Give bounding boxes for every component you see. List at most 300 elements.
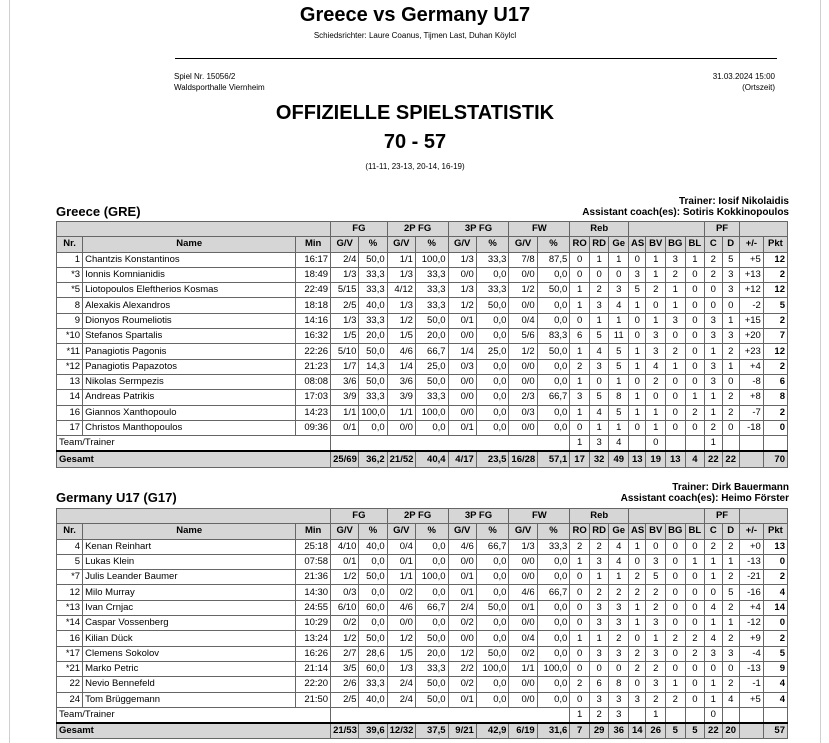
ft-pct: 0,0	[537, 570, 570, 585]
fg-pct: 0,0	[359, 554, 387, 569]
fg-pct: 0,0	[359, 616, 387, 631]
fouls-committed: 1	[705, 677, 722, 692]
plus-minus: -8	[739, 374, 763, 389]
player-name: Alexakis Alexandros	[83, 298, 296, 313]
3p-pct: 0,0	[476, 405, 509, 420]
turnovers-total: 19	[646, 451, 666, 467]
fg-pct: 50,0	[359, 374, 387, 389]
blocks: 0	[685, 420, 705, 435]
player-row	[57, 677, 788, 692]
plus-minus: -16	[739, 585, 763, 600]
turnovers: 3	[646, 677, 666, 692]
2p-total: 21/52	[387, 451, 415, 467]
off-rebounds-total: 7	[570, 723, 590, 739]
blank-cell	[763, 436, 787, 452]
2p-made-attempted: 0/2	[387, 585, 415, 600]
fouls-drawn-total: 20	[722, 723, 739, 739]
blocks: 1	[685, 554, 705, 569]
plus-minus: +12	[739, 283, 763, 298]
player-row	[57, 692, 788, 707]
blocks: 2	[685, 405, 705, 420]
blocks: 0	[685, 283, 705, 298]
points: 8	[763, 390, 787, 405]
player-number: *21	[57, 661, 83, 676]
minutes: 18:18	[296, 298, 331, 313]
minutes: 14:16	[296, 313, 331, 328]
player-number: *3	[57, 267, 83, 282]
fg-made-attempted: 1/1	[331, 405, 359, 420]
ft-pct-total: 31,6	[537, 723, 570, 739]
turnovers: 2	[646, 283, 666, 298]
ft-pct: 0,0	[537, 313, 570, 328]
minutes: 16:32	[296, 329, 331, 344]
header-gv: G/V	[331, 524, 359, 539]
player-number: 5	[57, 554, 83, 569]
fouls-drawn: 1	[722, 616, 739, 631]
turnovers: 0	[646, 539, 666, 554]
def-rebounds: 1	[589, 420, 609, 435]
3p-pct: 100,0	[476, 661, 509, 676]
player-number: *14	[57, 616, 83, 631]
2p-pct: 0,0	[415, 539, 448, 554]
ft-pct: 0,0	[537, 554, 570, 569]
fg-made-attempted: 0/3	[331, 585, 359, 600]
2p-pct: 33,3	[415, 390, 448, 405]
points-total: 70	[763, 451, 787, 467]
ft-pct: 0,0	[537, 298, 570, 313]
player-name: Kilian Dück	[83, 631, 296, 646]
team-name-away: Germany U17 (G17)	[56, 490, 177, 505]
assists: 1	[629, 359, 646, 374]
turnovers: 2	[646, 374, 666, 389]
3p-pct: 0,0	[476, 554, 509, 569]
player-name: Liotopoulos Eleftherios Kosmas	[83, 283, 296, 298]
points: 12	[763, 252, 787, 267]
player-name: Andreas Patrikis	[83, 390, 296, 405]
2p-made-attempted: 1/5	[387, 646, 415, 661]
minutes: 17:03	[296, 390, 331, 405]
total-rebounds: 5	[609, 344, 629, 359]
header-pct: %	[415, 237, 448, 252]
header-pct: %	[537, 524, 570, 539]
header-ro: RO	[570, 237, 590, 252]
header-bl: BL	[685, 237, 705, 252]
ft-pct: 83,3	[537, 329, 570, 344]
blocks: 0	[685, 692, 705, 707]
ft-made-attempted: 5/6	[509, 329, 537, 344]
fg-pct: 50,0	[359, 631, 387, 646]
fg-made-attempted: 1/3	[331, 313, 359, 328]
plus-minus: +13	[739, 267, 763, 282]
player-name: Ivan Crnjac	[83, 600, 296, 615]
assists: 1	[629, 344, 646, 359]
venue: Waldsporthalle Viernheim	[174, 83, 265, 92]
3p-pct: 0,0	[476, 313, 509, 328]
3p-pct: 0,0	[476, 570, 509, 585]
plus-minus: +4	[739, 359, 763, 374]
points-total: 57	[763, 723, 787, 739]
blocks: 0	[685, 661, 705, 676]
turnovers: 3	[646, 344, 666, 359]
def-rebounds: 0	[589, 661, 609, 676]
header-group_reb: Reb	[570, 222, 629, 237]
minutes: 22:26	[296, 344, 331, 359]
player-number: 12	[57, 585, 83, 600]
fouls-committed: 1	[705, 554, 722, 569]
assists: 5	[629, 283, 646, 298]
header-gv: G/V	[331, 237, 359, 252]
assists: 2	[629, 661, 646, 676]
assistant-coach-home: Assistant coach(es): Sotiris Kokkinopoulos	[582, 207, 789, 218]
2p-pct: 20,0	[415, 329, 448, 344]
assists: 0	[629, 329, 646, 344]
player-name: Lukas Klein	[83, 554, 296, 569]
team-trainer-label: Team/Trainer	[57, 436, 331, 452]
total-row	[57, 723, 788, 739]
player-row	[57, 600, 788, 615]
3p-pct: 25,0	[476, 344, 509, 359]
def-rebounds: 2	[589, 539, 609, 554]
2p-made-attempted: 1/1	[387, 405, 415, 420]
minutes: 22:20	[296, 677, 331, 692]
total-rebounds: 5	[609, 359, 629, 374]
off-rebounds: 0	[570, 661, 590, 676]
turnovers: 3	[646, 554, 666, 569]
2p-pct: 25,0	[415, 359, 448, 374]
total-label: Gesamt	[57, 723, 331, 739]
3p-pct: 33,3	[476, 283, 509, 298]
turnovers: 2	[646, 661, 666, 676]
assists: 2	[629, 646, 646, 661]
header-as: AS	[629, 237, 646, 252]
steals: 0	[666, 554, 686, 569]
header-ge: Ge	[609, 524, 629, 539]
def-rebounds: 2	[589, 283, 609, 298]
total-rebounds: 0	[609, 267, 629, 282]
fouls-committed: 0	[705, 585, 722, 600]
3p-pct: 50,0	[476, 600, 509, 615]
fouls-drawn: 0	[722, 374, 739, 389]
steals: 2	[666, 692, 686, 707]
plus-minus: -2	[739, 298, 763, 313]
header-nr: Nr.	[57, 524, 83, 539]
def-rebounds: 5	[589, 390, 609, 405]
assistant-coach-away: Assistant coach(es): Heimo Förster	[620, 493, 789, 504]
fg-pct: 40,0	[359, 692, 387, 707]
off-rebounds: 1	[570, 554, 590, 569]
ft-made-attempted: 0/3	[509, 405, 537, 420]
header-group_fg: FG	[331, 509, 388, 524]
3p-made-attempted: 0/0	[448, 329, 476, 344]
blocks: 0	[685, 585, 705, 600]
2p-total: 12/32	[387, 723, 415, 739]
player-row	[57, 283, 788, 298]
steals: 0	[666, 616, 686, 631]
def-rebounds: 1	[589, 631, 609, 646]
def-rebounds: 4	[589, 344, 609, 359]
fouls-committed: 3	[705, 359, 722, 374]
ft-pct: 87,5	[537, 252, 570, 267]
player-row	[57, 585, 788, 600]
fg-pct: 40,0	[359, 539, 387, 554]
player-name: Nikolas Sermpezis	[83, 374, 296, 389]
plus-minus: -1	[739, 677, 763, 692]
header-gv: G/V	[448, 524, 476, 539]
def-rebounds: 1	[589, 252, 609, 267]
total-rebounds: 8	[609, 677, 629, 692]
player-name: Dionyos Roumeliotis	[83, 313, 296, 328]
ft-pct-total: 57,1	[537, 451, 570, 467]
fouls-drawn: 5	[722, 252, 739, 267]
2p-made-attempted: 1/1	[387, 570, 415, 585]
assists: 3	[629, 267, 646, 282]
header-group_fg: FG	[331, 222, 388, 237]
blank-cell	[685, 707, 705, 723]
player-row	[57, 298, 788, 313]
3p-pct: 0,0	[476, 631, 509, 646]
header-gv: G/V	[387, 524, 415, 539]
2p-pct: 50,0	[415, 677, 448, 692]
player-name: Ionnis Komnianidis	[83, 267, 296, 282]
header-group-row	[57, 509, 788, 524]
team-total-rebounds: 4	[609, 436, 629, 452]
header-blank	[57, 509, 331, 524]
trainer-home: Trainer: Iosif Nikolaidis	[678, 196, 789, 207]
total-rebounds: 3	[609, 283, 629, 298]
blocks: 2	[685, 646, 705, 661]
player-row	[57, 539, 788, 554]
blocks: 0	[685, 374, 705, 389]
fouls-drawn: 4	[722, 692, 739, 707]
header-pct: %	[476, 524, 509, 539]
3p-pct: 66,7	[476, 539, 509, 554]
player-row	[57, 313, 788, 328]
player-number: 22	[57, 677, 83, 692]
blocks-total: 5	[685, 723, 705, 739]
2p-made-attempted: 3/6	[387, 374, 415, 389]
fg-pct: 33,3	[359, 313, 387, 328]
player-number: 16	[57, 631, 83, 646]
steals: 0	[666, 374, 686, 389]
2p-made-attempted: 0/1	[387, 554, 415, 569]
minutes: 16:26	[296, 646, 331, 661]
def-rebounds: 3	[589, 692, 609, 707]
minutes: 14:23	[296, 405, 331, 420]
header-c: C	[705, 237, 722, 252]
header-bg: BG	[666, 237, 686, 252]
blocks: 2	[685, 631, 705, 646]
assists-total: 14	[629, 723, 646, 739]
blocks-total: 4	[685, 451, 705, 467]
fg-made-attempted: 3/6	[331, 374, 359, 389]
fg-made-attempted: 5/10	[331, 344, 359, 359]
header-group-row	[57, 222, 788, 237]
2p-pct: 0,0	[415, 420, 448, 435]
2p-made-attempted: 0/4	[387, 539, 415, 554]
turnovers: 1	[646, 420, 666, 435]
plus-minus: +23	[739, 344, 763, 359]
def-rebounds: 1	[589, 313, 609, 328]
blocks: 0	[685, 329, 705, 344]
header-group_3p: 3P FG	[448, 509, 509, 524]
2p-pct: 50,0	[415, 313, 448, 328]
3p-made-attempted: 1/4	[448, 344, 476, 359]
points: 13	[763, 539, 787, 554]
fouls-drawn: 1	[722, 359, 739, 374]
2p-pct: 100,0	[415, 570, 448, 585]
player-number: 24	[57, 692, 83, 707]
plus-minus: +9	[739, 631, 763, 646]
fg-pct: 60,0	[359, 661, 387, 676]
plus-minus: +15	[739, 313, 763, 328]
ft-made-attempted: 0/4	[509, 631, 537, 646]
off-rebounds: 2	[570, 539, 590, 554]
header-pm: +/-	[739, 524, 763, 539]
header-rd: RD	[589, 237, 609, 252]
3p-made-attempted: 1/2	[448, 646, 476, 661]
header-gv: G/V	[509, 237, 537, 252]
minutes: 24:55	[296, 600, 331, 615]
fg-made-attempted: 0/1	[331, 420, 359, 435]
2p-made-attempted: 0/0	[387, 420, 415, 435]
header-name: Name	[83, 237, 296, 252]
steals: 0	[666, 405, 686, 420]
2p-pct: 50,0	[415, 631, 448, 646]
fouls-committed: 2	[705, 420, 722, 435]
3p-pct: 0,0	[476, 329, 509, 344]
player-name: Chantzis Konstantinos	[83, 252, 296, 267]
points: 4	[763, 692, 787, 707]
player-number: *12	[57, 359, 83, 374]
blocks: 0	[685, 298, 705, 313]
3p-made-attempted: 0/1	[448, 313, 476, 328]
blank-cell	[666, 436, 686, 452]
ft-pct: 0,0	[537, 646, 570, 661]
3p-pct: 0,0	[476, 677, 509, 692]
steals: 0	[666, 570, 686, 585]
def-rebounds: 5	[589, 329, 609, 344]
fouls-committed: 3	[705, 313, 722, 328]
off-rebounds: 3	[570, 390, 590, 405]
player-name: Panagiotis Papazotos	[83, 359, 296, 374]
fouls-drawn: 1	[722, 554, 739, 569]
ft-made-attempted: 0/0	[509, 554, 537, 569]
blocks: 0	[685, 313, 705, 328]
points: 4	[763, 677, 787, 692]
player-name: Panagiotis Pagonis	[83, 344, 296, 359]
3p-made-attempted: 2/4	[448, 600, 476, 615]
ft-made-attempted: 1/2	[509, 283, 537, 298]
header-min: Min	[296, 524, 331, 539]
3p-made-attempted: 1/3	[448, 283, 476, 298]
total-rebounds: 2	[609, 631, 629, 646]
steals: 0	[666, 661, 686, 676]
team-fouls: 1	[705, 436, 722, 452]
assists: 1	[629, 600, 646, 615]
3p-made-attempted: 2/2	[448, 661, 476, 676]
plus-minus-total	[739, 723, 763, 739]
ft-made-attempted: 0/4	[509, 313, 537, 328]
2p-pct: 50,0	[415, 692, 448, 707]
steals: 2	[666, 267, 686, 282]
off-rebounds: 0	[570, 420, 590, 435]
def-rebounds: 6	[589, 677, 609, 692]
plus-minus: -12	[739, 616, 763, 631]
fg-made-attempted: 0/1	[331, 554, 359, 569]
3p-made-attempted: 0/0	[448, 374, 476, 389]
fouls-drawn: 0	[722, 298, 739, 313]
ft-made-attempted: 0/1	[509, 600, 537, 615]
fouls-committed: 1	[705, 344, 722, 359]
2p-made-attempted: 1/2	[387, 631, 415, 646]
header-pct: %	[537, 237, 570, 252]
points: 0	[763, 420, 787, 435]
player-row	[57, 374, 788, 389]
turnovers: 5	[646, 570, 666, 585]
blank-cell	[666, 707, 686, 723]
fg-pct: 100,0	[359, 405, 387, 420]
def-rebounds: 1	[589, 570, 609, 585]
fg-pct: 33,3	[359, 283, 387, 298]
2p-made-attempted: 1/2	[387, 313, 415, 328]
fg-pct: 0,0	[359, 585, 387, 600]
ft-pct: 66,7	[537, 390, 570, 405]
final-score: 70 - 57	[383, 131, 447, 153]
blocks: 0	[685, 570, 705, 585]
2p-made-attempted: 3/9	[387, 390, 415, 405]
off-rebounds-total: 17	[570, 451, 590, 467]
header-group_2p: 2P FG	[387, 509, 448, 524]
player-number: 8	[57, 298, 83, 313]
fg-made-attempted: 3/9	[331, 390, 359, 405]
steals: 0	[666, 600, 686, 615]
team-fouls: 0	[705, 707, 722, 723]
2p-pct: 0,0	[415, 554, 448, 569]
team-name-home: Greece (GRE)	[56, 204, 141, 219]
2p-made-attempted: 2/4	[387, 692, 415, 707]
ft-made-attempted: 0/0	[509, 420, 537, 435]
player-number: 14	[57, 390, 83, 405]
3p-made-attempted: 1/2	[448, 298, 476, 313]
stats-table-home	[56, 221, 788, 468]
off-rebounds: 0	[570, 616, 590, 631]
blocks: 0	[685, 359, 705, 374]
fg-pct: 0,0	[359, 420, 387, 435]
minutes: 21:14	[296, 661, 331, 676]
def-rebounds: 0	[589, 374, 609, 389]
header-group_fw: FW	[509, 509, 570, 524]
fouls-drawn: 3	[722, 267, 739, 282]
player-number: *10	[57, 329, 83, 344]
plus-minus: -18	[739, 420, 763, 435]
header-bv: BV	[646, 524, 666, 539]
header-pct: %	[415, 524, 448, 539]
rebounds-total: 49	[609, 451, 629, 467]
2p-pct: 33,3	[415, 298, 448, 313]
steals: 1	[666, 298, 686, 313]
header-rd: RD	[589, 524, 609, 539]
player-number: *7	[57, 570, 83, 585]
points: 2	[763, 313, 787, 328]
header-nr: Nr.	[57, 237, 83, 252]
blank-cell	[331, 436, 570, 452]
2p-pct: 0,0	[415, 585, 448, 600]
blocks: 0	[685, 616, 705, 631]
3p-pct: 0,0	[476, 692, 509, 707]
points: 12	[763, 283, 787, 298]
def-rebounds: 3	[589, 616, 609, 631]
player-row	[57, 252, 788, 267]
